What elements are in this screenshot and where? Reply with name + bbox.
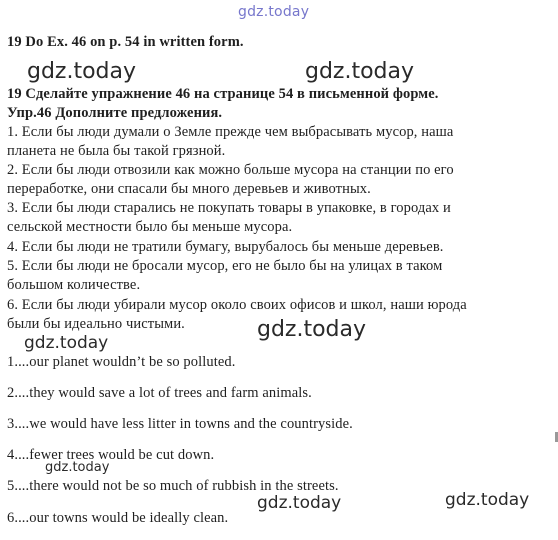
answer-line: 6....our towns would be ideally clean. <box>7 510 229 526</box>
watermark-bottom-right: gdz.today <box>445 490 530 510</box>
ru-line: большом количестве. <box>7 277 141 293</box>
ru-line: 6. Если бы люди убирали мусор около своих офисов и школ, наши юрода <box>7 297 467 313</box>
watermark-center: gdz.today <box>257 317 367 342</box>
task-russian: 19 Сделайте упражнение 46 на странице 54 в письменной форме. <box>7 86 439 102</box>
answer-line: 4....fewer trees would be cut down. <box>7 447 215 463</box>
ru-line: были бы идеально чистыми. <box>7 316 185 332</box>
ru-line: 1. Если бы люди думали о Земле прежде чем выбрасывать мусор, наша <box>7 124 454 140</box>
watermark-right: gdz.today <box>305 59 415 84</box>
answer-line: 2....they would save a lot of trees and farm animals. <box>7 385 312 401</box>
task-english: 19 Do Ex. 46 on p. 54 in written form. <box>7 34 244 50</box>
ru-line: 3. Если бы люди старались не покупать товары в упаковке, в городах и <box>7 200 451 216</box>
ru-line: 4. Если бы люди не тратили бумагу, вырубалось бы меньше деревьев. <box>7 239 444 255</box>
ru-line: сельской местности было бы меньше мусора. <box>7 219 293 235</box>
answer-line: 1....our planet wouldn’t be so polluted. <box>7 354 236 370</box>
watermark-top: gdz.today <box>238 4 310 20</box>
ru-line: переработке, они спасали бы много деревьев и животных. <box>7 181 371 197</box>
watermark-mid-left: gdz.today <box>24 333 109 353</box>
exercise-heading: Упр.46 Дополните предложения. <box>7 105 223 121</box>
ru-line: планета не была бы такой грязной. <box>7 143 226 159</box>
watermark-left: gdz.today <box>27 59 137 84</box>
answer-line: 5....there would not be so much of rubbish in the streets. <box>7 478 339 494</box>
ru-line: 2. Если бы люди отвозили как можно больше мусора на станции по его <box>7 162 454 178</box>
ru-line: 5. Если бы люди не бросали мусор, его не было бы на улицах в таком <box>7 258 443 274</box>
answer-line: 3....we would have less litter in towns and the countryside. <box>7 416 353 432</box>
watermark-small: gdz.today <box>45 460 110 475</box>
watermark-bottom-center: gdz.today <box>257 493 342 513</box>
